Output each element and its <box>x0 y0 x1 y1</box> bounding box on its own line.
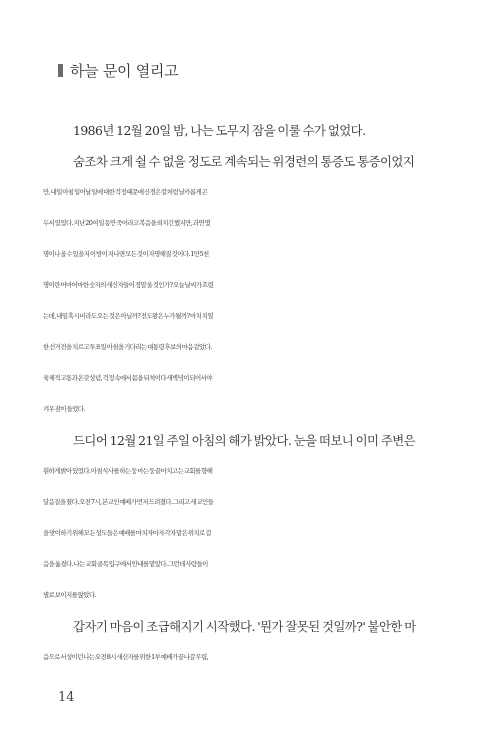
text-line: 만, 내일 아침 일어날 일에 대한 걱정 때문에 신경은 칼처럼 날카롭게 곤 <box>43 188 208 196</box>
text-line: 는데, 내일 혹시 비라도 오는 것은 아닐까? 전도왕은 누가 될까? 마치 치열 <box>43 312 213 320</box>
paragraph <box>58 115 450 146</box>
text-line: 명이나 올 수 있을지 이 밤이 지나면 모든 것이 자명해질 것이다. 1만5천 <box>43 250 209 258</box>
text-line: 한 선거전을 치르고 투표일 아침을 기다리는 대통령 후보의 마음 같았다. <box>43 343 212 351</box>
text-line: 을 맞이하기 위해 모든 성도들은 예배를 마치자마자 각자 맡은 위치로 걸 <box>43 529 211 537</box>
text-line: 육체적 고통과 온갖 상념, 걱정 속에서 몸을 뒤척이다 새벽녘이 되어서야 <box>43 374 212 382</box>
text-line: 숨조차 크게 쉴 수 없을 정도로 계속되는 위경련의 통증도 통증이었지 <box>73 154 415 169</box>
text-line: 겨우 잠이 들었다. <box>43 405 85 413</box>
text-line: 드디어 12월 21일 주일 아침의 해가 밝았다. 눈을 떠보니 이미 주변은 <box>73 433 416 448</box>
section-header <box>58 60 178 81</box>
text-line: 별로 보이지를 않았다. <box>43 591 97 599</box>
page-number: 14 <box>58 690 75 705</box>
text-line: 명이란 어마어마한 숫자의 새신자들이 정말 올 것인가? 오늘 날씨가 흐렸 <box>43 281 214 289</box>
paragraph <box>43 425 450 611</box>
paragraph <box>43 611 450 673</box>
body-text <box>43 115 450 673</box>
text-line: 달음질을 쳤다. 오전 7시, 본교인 예배가 먼저 드려졌다. 그리고 새 교인들 <box>43 498 214 506</box>
text-line: 두서 있었다. 지난 20여 일 동안 죽어라고 복음을 외치긴 했지만, 과연 몇 <box>43 219 211 227</box>
text-line: 음으로 서성이던 나는 오전 8시 새신자를 위한 1부 예배가 끝나갈 무렵, <box>43 653 209 661</box>
text-line: 훤하게 밝아 있었다. 아침식사를 하는 둥 마는 둥 끝마치고는 교회를 향해 <box>43 467 213 475</box>
text-line: 음을 옮겼다. 나는 교회 골목 입구에서 안내를 맡았다. 그런데 사람들이 <box>43 560 208 568</box>
text-line: 1986년 12월 20일 밤, 나는 도무지 잠을 이룰 수가 없었다. <box>73 123 366 138</box>
text-line: 갑자기 마음이 조급해지기 시작했다. '뭔가 잘못된 것일까?' 불안한 마 <box>73 619 416 634</box>
header-bar-marker <box>58 64 63 77</box>
paragraph <box>43 146 450 425</box>
section-title: 하늘 문이 열리고 <box>70 62 179 80</box>
